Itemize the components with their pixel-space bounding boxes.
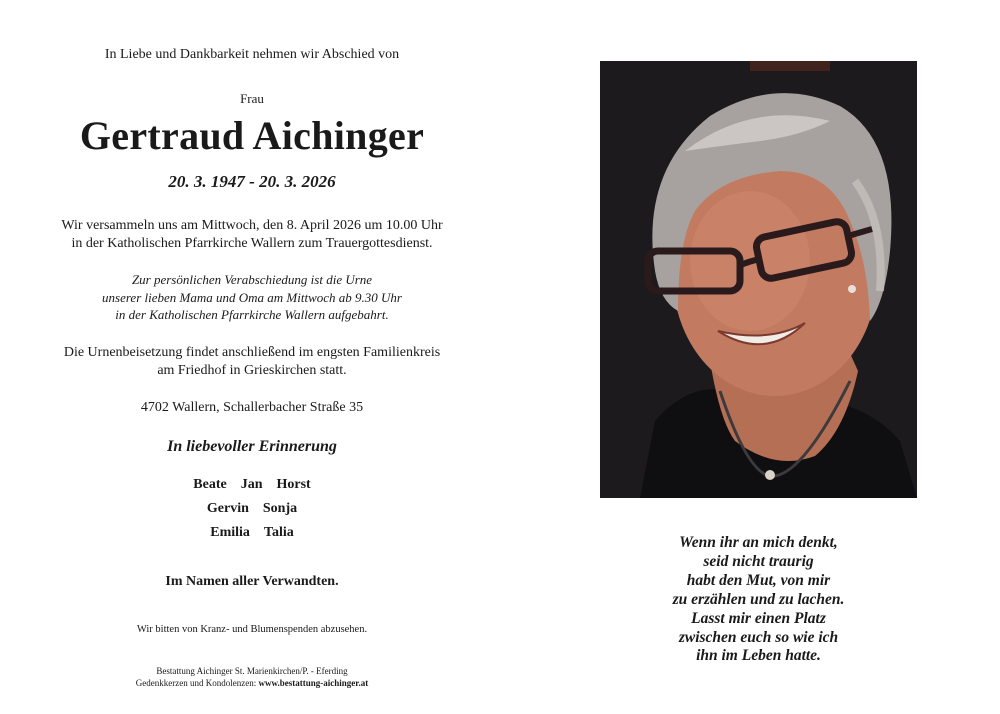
quote-line: ihn im Leben hatte. <box>696 647 821 665</box>
deceased-name: Gertraud Aichinger <box>79 113 425 158</box>
flowers-note: Wir bitten von Kranz- und Blumenspenden abzusehen. <box>136 624 368 635</box>
mourner-name: Talia <box>263 525 294 540</box>
portrait-illustration <box>600 61 917 498</box>
mourners-row <box>0 477 504 493</box>
burial-announcement <box>0 344 504 380</box>
mourners-row <box>0 501 504 517</box>
family-address: 4702 Wallern, Schallerbacher Straße 35 <box>140 400 364 415</box>
farewell-line-1: Zur persönlichen Verabschiedung ist die Urne <box>131 272 373 287</box>
mourner-name: Emilia <box>210 525 250 540</box>
life-dates: 20. 3. 1947 - 20. 3. 2026 <box>168 172 336 191</box>
mourner-name: Sonja <box>262 501 298 516</box>
farewell-line-3: in der Katholischen Pfarrkirche Wallern aufgebahrt. <box>115 307 389 322</box>
mourner-name: Gervin <box>206 501 249 516</box>
farewell-line-2: unserer lieben Mama und Oma am Mittwoch ab 9.30 Uhr <box>102 289 402 305</box>
intro-line: In Liebe und Dankbarkeit nehmen wir Abschied von <box>104 47 400 62</box>
quote-line: habt den Mut, von mir <box>686 571 831 589</box>
quote-line: Wenn ihr an mich denkt, <box>679 534 838 551</box>
service-line-2: in der Katholischen Pfarrkirche Wallern zum Trauergottesdienst. <box>71 236 433 251</box>
mourner-name: Horst <box>276 477 311 492</box>
farewell-announcement <box>0 271 504 324</box>
service-line-1: Wir versammeln uns am Mittwoch, den 8. April 2026 um 10.00 Uhr <box>61 218 443 233</box>
quote-line: zwischen euch so wie ich <box>678 628 839 646</box>
quote-line: seid nicht traurig <box>703 552 814 570</box>
quote-line: Lasst mir einen Platz <box>691 609 826 627</box>
condolence-line <box>0 678 504 688</box>
burial-line-2: am Friedhof in Grieskirchen statt. <box>157 363 347 378</box>
condolence-label: Gedenkkerzen und Kondolenzen: <box>135 678 259 688</box>
relatives-line: Im Namen aller Verwandten. <box>165 574 339 589</box>
mourner-name: Jan <box>240 477 263 492</box>
portrait-photo <box>600 61 917 498</box>
mourner-name: Beate <box>193 477 227 492</box>
service-announcement <box>0 217 504 253</box>
memorial-quote <box>600 534 917 666</box>
burial-line-1: Die Urnenbeisetzung findet anschließend im engsten Familienkreis <box>63 345 441 360</box>
remembrance-heading: In liebevoller Erinnerung <box>167 438 337 455</box>
salutation: Frau <box>240 91 264 106</box>
mourners-row <box>0 525 504 541</box>
funeral-home-url[interactable]: www.bestattung-aichinger.at <box>258 678 369 688</box>
funeral-home-line: Bestattung Aichinger St. Marienkirchen/P. - Eferding <box>156 666 348 676</box>
quote-line: zu erzählen und zu lachen. <box>672 590 845 608</box>
